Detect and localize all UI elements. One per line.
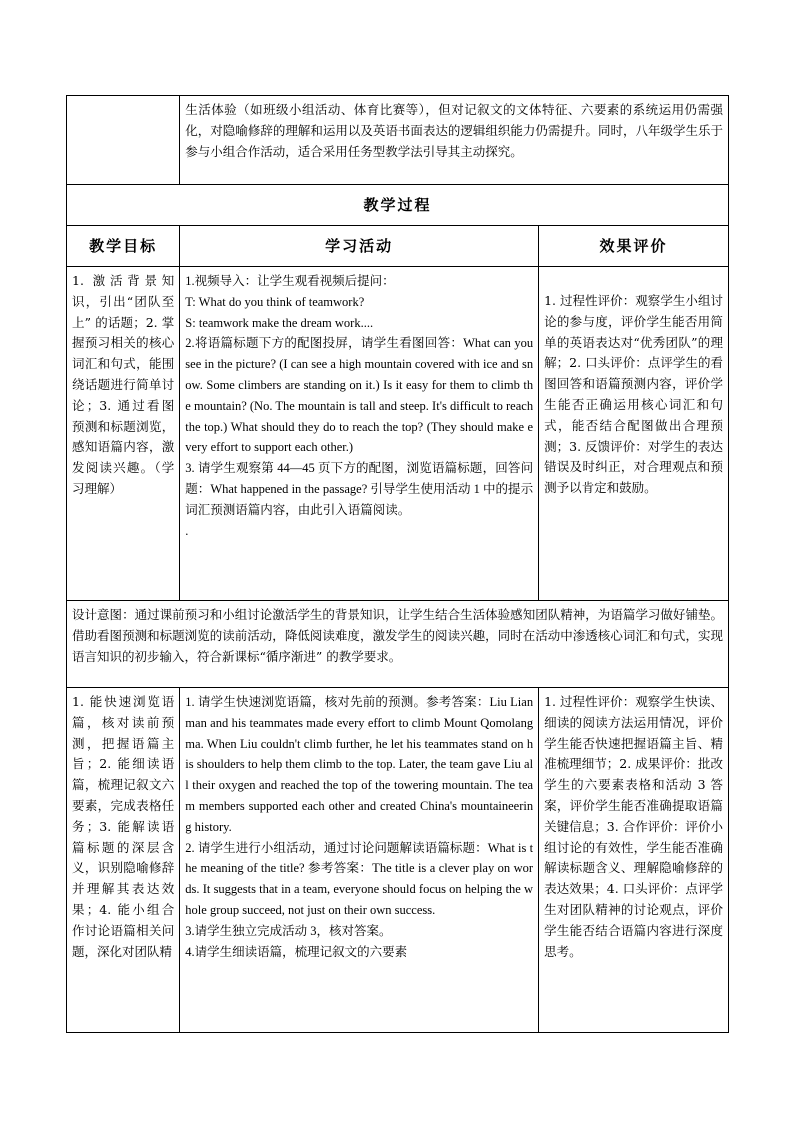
header-activities: 学习活动 — [180, 226, 539, 267]
stage1-row — [67, 267, 729, 601]
stage1-goals: 1. 激活背景知识，引出“团队至上” 的话题；2. 掌握预习相关的核心词汇和句式，能围绕话题进行简单讨论；3. 通过看图预测和标题浏览，感知语篇内容，激发阅读兴趣。（学习理解） — [67, 267, 180, 601]
learner-analysis-row — [67, 96, 729, 185]
stage1-evaluation: 1. 过程性评价：观察学生小组讨论的参与度，评价学生能否用简单的英语表达对“优秀团队”的理解；2. 口头评价：点评学生的看图回答和语篇预测内容，评价学生能否正确运用核心词汇和句式，能否结合配图做出合理预测；3. 反馈评价：对学生的表达错误及时纠正，对合理观点和预测予以肯定和鼓励。 — [539, 267, 729, 601]
activity-line: 2. 请学生进行小组活动，通过讨论问题解读语篇标题：What is the meaning of the title? 参考答案：The title is a clever play on words. It suggests that in a team, everyone should focus on helping the whole group succeed, not just on their own success. — [185, 840, 534, 917]
header-evaluation: 效果评价 — [539, 226, 729, 267]
stage2-activities — [180, 688, 539, 1033]
activity-line: 1.视频导入：让学生观看视频后提问： — [185, 274, 395, 288]
header-goals: 教学目标 — [67, 226, 180, 267]
activity-line: 1. 请学生快速浏览语篇，核对先前的预测。参考答案：Liu Lianman and his teammates made every effort to climb Mount Qomolangma. When Liu couldn't climb further, he let his teammates stand on his shoulders to help them climb to the top. Later, the team gave Liu all their oxygen and reached the top of the towering mountain. The team members supported each other and created China's mountaineering history. — [185, 695, 534, 834]
activity-line: T: What do you think of teamwork? — [185, 294, 365, 309]
activity-line: . — [185, 523, 189, 538]
section-row — [67, 185, 729, 226]
activity-line: 3.请学生独立完成活动 3，核对答案。 — [185, 923, 392, 938]
stage2-evaluation: 1. 过程性评价：观察学生快读、细读的阅读方法运用情况，评价学生能否快速把握语篇主旨、精准梳理细节；2. 成果评价：批改学生的六要素表格和活动 3 答案，评价学生能否准确提取语篇关键信息；3. 合作评价：评价小组讨论的有效性，学生能否准确解读标题含义、理解隐喻修辞的表达效果；4. 口头评价：点评学生对团队精神的讨论观点，评价学生能否结合语篇内容进行深度思考。 — [539, 688, 729, 1033]
teaching-process-table — [66, 95, 729, 1033]
stage2-goals: 1. 能快速浏览语篇，核对读前预测，把握语篇主旨；2. 能细读语篇，梳理记叙文六要素，完成表格任务；3. 能解读语篇标题的深层含义，识别隐喻修辞并理解其表达效果；4. 能小组合作讨论语篇相关问题，深化对团队精 — [67, 688, 180, 1033]
activity-line: 3. 请学生观察第 44—45 页下方的配图，浏览语篇标题，回答问题：What happened in the passage? 引导学生使用活动 1 中的提示词汇预测语篇内容，由此引入语篇阅读。 — [185, 461, 534, 517]
design-intent-text: 设计意图：通过课前预习和小组讨论激活学生的背景知识，让学生结合生活体验感知团队精神，为语篇学习做好铺垫。借助看图预测和标题浏览的读前活动，降低阅读难度，激发学生的阅读兴趣，同时在活动中渗透核心词汇和句式，实现语言知识的初步输入，符合新课标“循序渐进” 的教学要求。 — [67, 601, 729, 688]
section-title: 教学过程 — [67, 185, 729, 226]
activity-line: 2.将语篇标题下方的配图投屏，请学生看图回答：What can you see in the picture? (I can see a high mountain covered with ice and snow. Some climbers are standing on it.) Is it easy for them to climb the mountain? (No. The mountain is tall and steep. It's difficult to reach the top.) What should they do to reach the top? (They should make every effort to support each other.) — [185, 336, 534, 455]
design-intent-row — [67, 601, 729, 688]
header-row — [67, 226, 729, 267]
activity-line: S: teamwork make the dream work.... — [185, 315, 374, 330]
stage1-activities — [180, 267, 539, 601]
activity-line: 4.请学生细读语篇，梳理记叙文的六要素 — [185, 944, 408, 959]
learner-analysis-text: 生活体验（如班级小组活动、体育比赛等），但对记叙文的文体特征、六要素的系统运用仍需强化，对隐喻修辞的理解和运用以及英语书面表达的逻辑组织能力仍需提升。同时，八年级学生乐于参与小组合作活动，适合采用任务型教学法引导其主动探究。 — [180, 96, 729, 185]
stage2-row — [67, 688, 729, 1033]
empty-cell — [67, 96, 180, 185]
